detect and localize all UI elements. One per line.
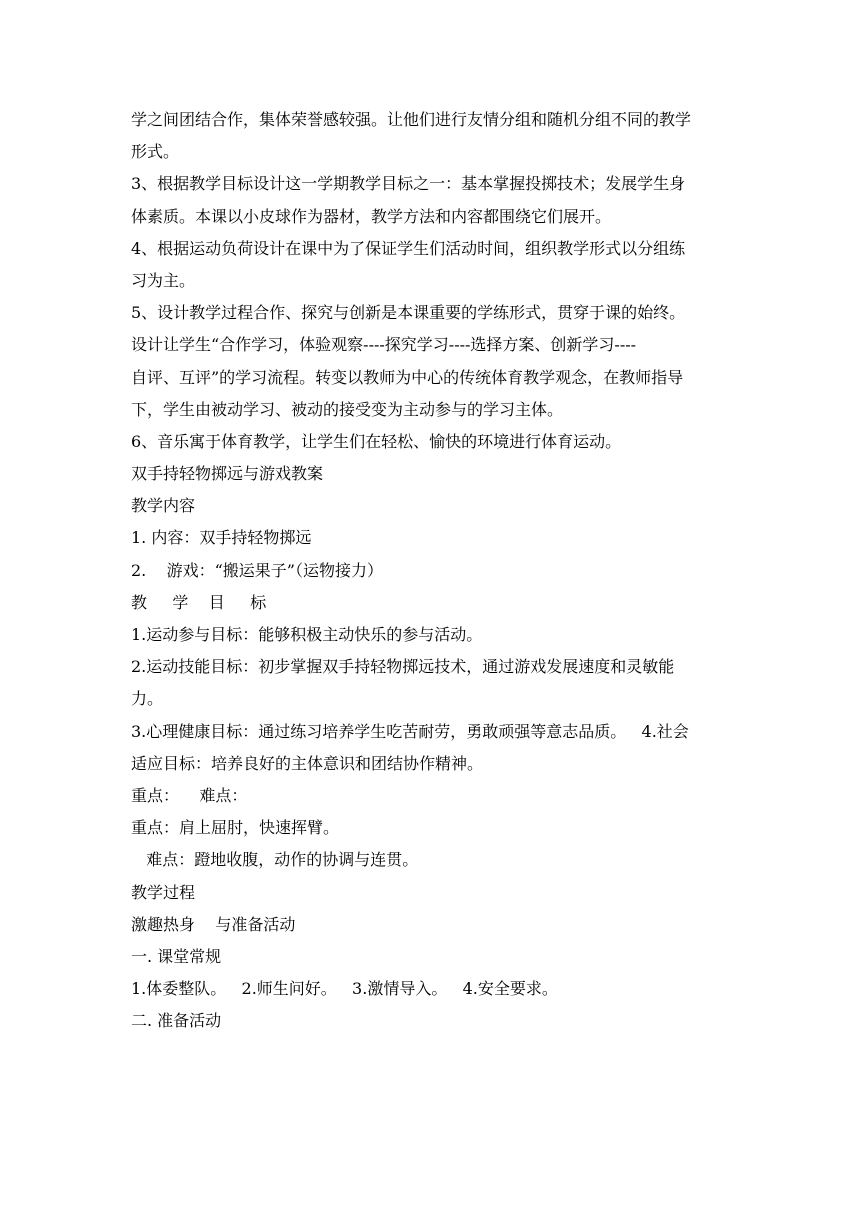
text-line: 体素质。本课以小皮球作为器材，教学方法和内容都围绕它们展开。 (131, 206, 612, 226)
section-heading: 教学内容 (131, 496, 196, 516)
section-heading: 激趣热身 与准备活动 (131, 914, 296, 934)
text-line: 2.运动技能目标：初步掌握双手持轻物掷远技术，通过游戏发展速度和灵敏能 (131, 657, 675, 677)
text-line: 自评、互评”的学习流程。转变以教师为中心的传统体育教学观念，在教师指导 (131, 367, 684, 387)
section-heading: 教学过程 (131, 882, 196, 902)
text-line: 4、根据运动负荷设计在课中为了保证学生们活动时间，组织教学形式以分组练 (131, 238, 686, 258)
text-line: 1.体委整队。 2.师生问好。 3.激情导入。 4.安全要求。 (131, 979, 558, 999)
text-line: 设计让学生“合作学习，体验观察----探究学习----选择方案、创新学习---- (131, 335, 637, 355)
text-line: 二. 准备活动 (131, 1011, 222, 1031)
text-line: 2. 游戏：“搬运果子”（运物接力） (131, 560, 383, 580)
text-line: 力。 (131, 689, 164, 709)
section-heading: 双手持轻物掷远与游戏教案 (131, 464, 324, 484)
text-line: 难点：蹬地收腹，动作的协调与连贯。 (131, 850, 419, 870)
text-line: 3、根据教学目标设计这一学期教学目标之一：基本掌握投掷技术；发展学生身 (131, 174, 686, 194)
text-line: 1.运动参与目标：能够积极主动快乐的参与活动。 (131, 625, 483, 644)
text-line: 重点：肩上屈肘，快速挥臂。 (131, 818, 340, 838)
text-line: 形式。 (131, 142, 180, 162)
text-line: 5、设计教学过程合作、探究与创新是本课重要的学练形式，贯穿于课的始终。 (131, 303, 686, 323)
text-line: 重点： 难点： (131, 785, 248, 805)
text-line: 1. 内容：双手持轻物掷远 (131, 528, 312, 548)
text-line: 学之间团结合作，集体荣誉感较强。让他们进行友情分组和随机分组不同的教学 (131, 110, 692, 129)
text-line: 习为主。 (131, 270, 196, 290)
text-line: 3.心理健康目标：通过练习培养学生吃苦耐劳，勇敢顽强等意志品质。 4.社会 (131, 721, 689, 741)
section-heading: 教 学 目 标 (131, 592, 267, 612)
text-line: 6、音乐寓于体育教学，让学生们在轻松、愉快的环境进行体育运动。 (131, 431, 622, 451)
text-line: 适应目标：培养良好的主体意识和团结协作精神。 (131, 753, 484, 773)
document-body (131, 104, 733, 1037)
text-line: 一. 课堂常规 (131, 946, 222, 966)
text-line: 下，学生由被动学习、被动的接受变为主动参与的学习主体。 (131, 399, 564, 419)
